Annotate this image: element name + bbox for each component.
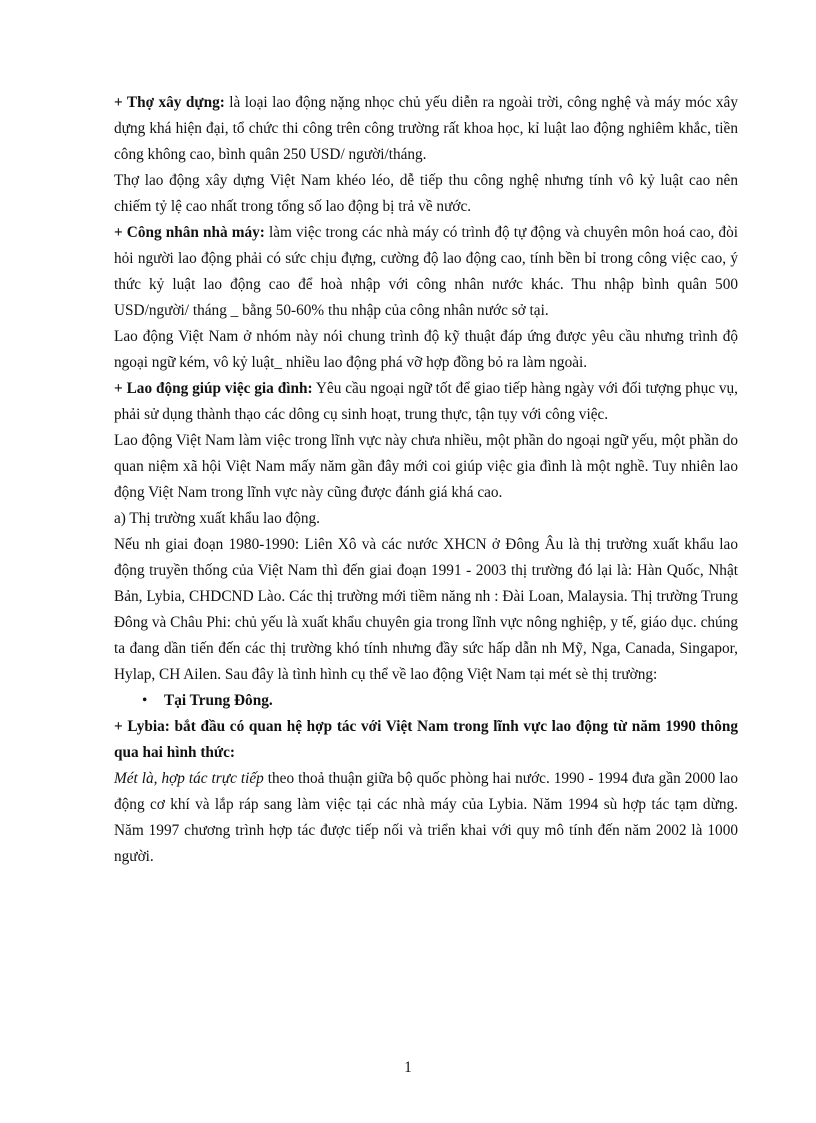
lead-construction-workers: + Thợ xây dựng: bbox=[114, 94, 225, 111]
text-construction-vn: Thợ lao động xây dựng Việt Nam khéo léo, dễ tiếp thu công nghệ nhưng tính vô kỷ luật cao nên chiếm tỷ lệ cao nhất trong tổng số lao động bị trả về nước. bbox=[114, 172, 738, 215]
paragraph-domestic-workers bbox=[114, 376, 738, 428]
lybia-heading: + Lybia: bắt đầu có quan hệ hợp tác với Việt Nam trong lĩnh vực lao động từ năm 1990 thông qua hai hình thức: bbox=[114, 718, 738, 761]
text-domestic-vn: Lao động Việt Nam làm việc trong lĩnh vực này chưa nhiều, một phần do ngoại ngữ yếu, một phần do quan niệm xã hội Việt Nam mấy năm gần đây mới coi giúp việc gia đình là một nghề. Tuy nhiên lao động Việt Nam trong lĩnh vực này cũng được đánh giá khá cao. bbox=[114, 432, 738, 501]
lybia-italic-lead: Mét là, hợp tác trực tiếp bbox=[114, 770, 264, 787]
text-construction-workers: là loại lao động nặng nhọc chủ yếu diễn ra ngoài trời, công nghệ và máy móc xây dựng khá hiện đại, tổ chức thi công trên công trường rất khoa học, kỉ luật lao động nghiêm khắc, tiền công không cao, bình quân 250 USD/ người/tháng. bbox=[114, 94, 738, 163]
paragraph-factory-workers bbox=[114, 220, 738, 324]
bullet-heading: Tại Trung Đông. bbox=[164, 692, 273, 709]
document-body bbox=[114, 90, 738, 870]
lybia-text: theo thoả thuận giữa bộ quốc phòng hai nước. 1990 - 1994 đưa gần 2000 lao động cơ khí và lắp ráp sang làm việc tại các nhà máy của Lybia. Năm 1994 sù hợp tác tạm dừng. Năm 1997 chương trình hợp tác được tiếp nối và triển khai với quy mô tính đến năm 2002 là 1000 người. bbox=[114, 770, 738, 865]
text-factory-vn: Lao động Việt Nam ở nhóm này nói chung trình độ kỹ thuật đáp ứng được yêu cầu nhưng trình độ ngoại ngữ kém, vô kỷ luật_ nhiều lao động phá vỡ hợp đồng bỏ ra làm ngoài. bbox=[114, 328, 738, 371]
paragraph-factory-vn bbox=[114, 324, 738, 376]
page-number: 1 bbox=[404, 1059, 412, 1076]
paragraph-lybia bbox=[114, 766, 738, 870]
paragraph-markets: Nếu nh giai đoạn 1980-1990: Liên Xô và các nước XHCN ở Đông Âu là thị trường xuất khẩu lao động truyền thống của Việt Nam thì đến giai đoạn 1991 - 2003 thị trường đó lại là: Hàn Quốc, Nhật Bản, Lybia, CHDCND Lào. Các thị trường mới tiềm năng nh : Đài Loan, Malaysia. Thị trường Trung Đông và Châu Phi: chủ yếu là xuất khẩu chuyên gia trong lĩnh vực nông nghiệp, y tế, giáo dục. chúng ta đang dần tiến đến các thị trường khó tính nhưng đầy sức hấp dẫn nh Mỹ, Nga, Canada, Singapor, Hylap, CH Ailen. Sau đây là tình hình cụ thể về lao động Việt Nam tại mét sè thị trường: bbox=[114, 536, 738, 683]
lead-factory-workers: + Công nhân nhà máy: bbox=[114, 224, 265, 241]
lead-domestic-workers: + Lao động giúp việc gia đình: bbox=[114, 380, 313, 397]
bullet-icon: • bbox=[142, 692, 148, 709]
paragraph-construction-workers bbox=[114, 90, 738, 168]
paragraph-domestic-vn bbox=[114, 428, 738, 506]
paragraph-construction-vn bbox=[114, 168, 738, 220]
text-domestic-workers: Yêu cầu ngoại ngữ tốt để giao tiếp hàng ngày với đối tượng phục vụ, phải sử dụng thành thạo các dông cụ sinh hoạt, trung thực, tận tụy với công việc. bbox=[114, 380, 738, 423]
section-a-heading: a) Thị trường xuất khẩu lao động. bbox=[114, 510, 320, 527]
text-factory-workers: làm việc trong các nhà máy có trình độ tự động và chuyên môn hoá cao, đòi hỏi người lao động phải có sức chịu đựng, cường độ lao động cao, tính bền bỉ trong công việc cao, ý thức kỷ luật lao động cao để hoà nhập với công nhân nước khác. Thu nhập bình quân 500 USD/người/ tháng _ bằng 50-60% thu nhập của công nhân nước sở tại. bbox=[114, 224, 738, 319]
bullet-item-middle-east bbox=[114, 688, 738, 714]
